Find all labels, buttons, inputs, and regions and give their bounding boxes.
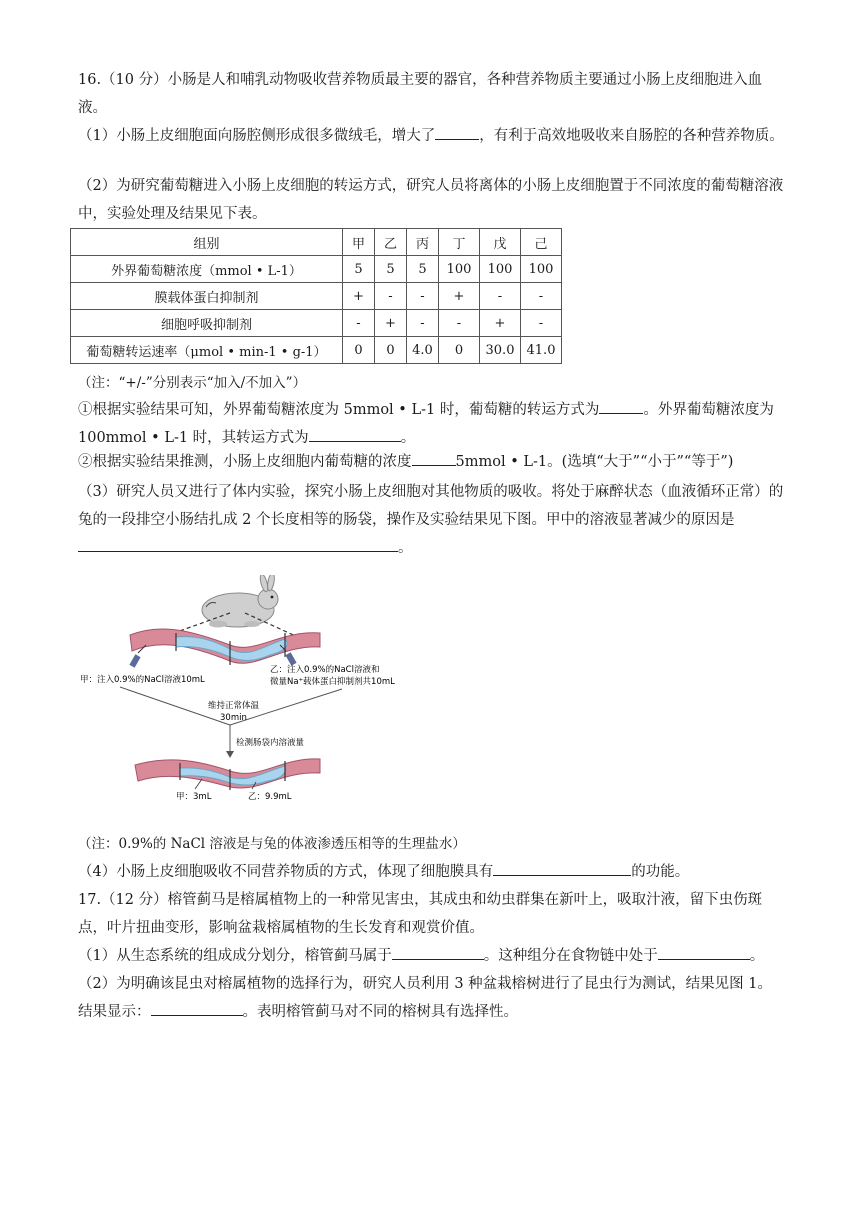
- table-cell: +: [480, 310, 521, 337]
- table-note-text: （注：“+/-”分别表示“加入/不加入”）: [78, 375, 307, 391]
- table-cell: 30.0: [480, 337, 521, 364]
- table-row: [71, 337, 562, 364]
- q16-part4: [78, 858, 786, 886]
- q16-part3-text: （3）研究人员又进行了体内实验，探究小肠上皮细胞对其他物质的吸收。将处于麻醉状态（血液循环正常）的兔的一段排空小肠结扎成 2 个长度相等的肠袋，操作及实验结果见下图。甲中的溶液显著减少的原因是: [78, 484, 784, 528]
- figure-note-text: （注：0.9%的 NaCl 溶液是与兔的体液渗透压相等的生理盐水）: [78, 836, 466, 852]
- experiment-figure: [80, 575, 440, 805]
- q17-part1-text-b: 。这种组分在食物链中处于: [483, 948, 658, 964]
- q17-part2-text-a: （2）为明确该昆虫对榕属植物的选择行为，研究人员利用 3 种盆栽榕树进行了昆虫行为测试，结果见图 1。结果显示：: [78, 976, 772, 1020]
- table-cell: 5: [343, 256, 375, 283]
- table-cell: -: [480, 283, 521, 310]
- table-row-label: 葡萄糖转运速率（μmol • min-1 • g-1）: [71, 337, 343, 364]
- q16-sub1: [78, 396, 786, 452]
- table-cell: -: [375, 283, 407, 310]
- answer-blank[interactable]: [412, 449, 456, 466]
- table-cell: 4.0: [407, 337, 439, 364]
- q16-sub2: [78, 448, 786, 476]
- q16-part2: [78, 172, 786, 228]
- table-cell: +: [439, 283, 480, 310]
- q16-intro: [78, 66, 786, 122]
- table-cell: 丁: [439, 229, 480, 256]
- figure-label-a: 甲：注入0.9%的NaCl溶液10mL: [80, 675, 205, 685]
- table-cell: 5: [407, 256, 439, 283]
- q16-sub2-text-b: 5mmol • L-1。(选填“大于”“小于”“等于”): [455, 454, 734, 470]
- figure-step2: 检测肠袋内溶液量: [236, 738, 305, 748]
- table-cell: -: [439, 310, 480, 337]
- q16-sub1-text-c: 。: [400, 430, 416, 446]
- figure-label-b-2: 微量Na⁺载体蛋白抑制剂共10mL: [270, 677, 395, 687]
- figure-step1-2: 30min: [220, 713, 247, 723]
- q17-part2: [78, 970, 786, 1026]
- answer-blank[interactable]: [599, 397, 643, 414]
- table-header-row: [71, 229, 562, 256]
- answer-blank[interactable]: [78, 535, 398, 552]
- table-cell: -: [521, 283, 562, 310]
- q16-sub1-text-b: 。外界葡萄糖浓度为 100mmol • L-1 时，其转运方式为: [78, 402, 774, 446]
- figure-note: [78, 830, 786, 858]
- q16-part1: [78, 122, 786, 150]
- table-row-label: 细胞呼吸抑制剂: [71, 310, 343, 337]
- q16-part4-text-a: （4）小肠上皮细胞吸收不同营养物质的方式，体现了细胞膜具有: [78, 864, 494, 880]
- q17-part2-text-b: 。表明榕管蓟马对不同的榕树具有选择性。: [242, 1004, 518, 1020]
- table-row-label: 膜载体蛋白抑制剂: [71, 283, 343, 310]
- figure-step1-1: 维持正常体温: [208, 701, 260, 711]
- table-row: [71, 310, 562, 337]
- table-cell: -: [407, 310, 439, 337]
- table-cell: 41.0: [521, 337, 562, 364]
- table-cell: 己: [521, 229, 562, 256]
- q17-part1: [78, 942, 786, 970]
- table-cell: -: [521, 310, 562, 337]
- table-cell: 甲: [343, 229, 375, 256]
- table-cell: 丙: [407, 229, 439, 256]
- table-cell: 100: [521, 256, 562, 283]
- table-cell: +: [343, 283, 375, 310]
- table-cell: -: [343, 310, 375, 337]
- table-cell: 戊: [480, 229, 521, 256]
- intestine-segment-bottom: [135, 759, 320, 790]
- q16-sub1-text-a: ①根据实验结果可知，外界葡萄糖浓度为 5mmol • L-1 时，葡萄糖的转运方式为: [78, 402, 600, 418]
- table-row: [71, 256, 562, 283]
- q17-part1-text-a: （1）从生态系统的组成成分划分，榕管蓟马属于: [78, 948, 392, 964]
- table-header-label: 组别: [71, 229, 343, 256]
- q16-sub2-text-a: ②根据实验结果推测，小肠上皮细胞内葡萄糖的浓度: [78, 454, 412, 470]
- answer-blank[interactable]: [493, 859, 631, 876]
- table-cell: 100: [480, 256, 521, 283]
- table-cell: 0: [343, 337, 375, 364]
- answer-blank[interactable]: [435, 123, 479, 140]
- q16-part3-end: 。: [398, 540, 413, 556]
- experiment-table: [70, 228, 562, 364]
- q16-part3: [78, 478, 786, 562]
- q16-part1-text-b: ，有利于高效地吸收来自肠腔的各种营养物质。: [479, 128, 784, 144]
- table-cell: +: [375, 310, 407, 337]
- table-row: [71, 283, 562, 310]
- q17-intro: [78, 886, 786, 942]
- table-cell: 100: [439, 256, 480, 283]
- q17-intro-text: 17.（12 分）榕管蓟马是榕属植物上的一种常见害虫，其成虫和幼虫群集在新叶上，吸取汁液，留下虫伤斑点，叶片扭曲变形，影响盆栽榕属植物的生长发育和观赏价值。: [78, 892, 763, 936]
- q16-intro-text: 16.（10 分）小肠是人和哺乳动物吸收营养物质最主要的器官，各种营养物质主要通过小肠上皮细胞进入血液。: [78, 72, 763, 116]
- q16-part1-text-a: （1）小肠上皮细胞面向肠腔侧形成很多微绒毛，增大了: [78, 128, 436, 144]
- table-cell: 0: [375, 337, 407, 364]
- table-cell: 乙: [375, 229, 407, 256]
- figure-result-a: 甲：3mL: [176, 792, 212, 802]
- table-row-label: 外界葡萄糖浓度（mmol • L-1）: [71, 256, 343, 283]
- q16-part4-text-b: 的功能。: [631, 864, 690, 880]
- answer-blank[interactable]: [309, 425, 401, 442]
- q17-part1-text-c: 。: [749, 948, 765, 964]
- figure-label-b-1: 乙：注入0.9%的NaCl溶液和: [270, 665, 380, 675]
- answer-blank[interactable]: [392, 943, 484, 960]
- answer-blank[interactable]: [151, 999, 243, 1016]
- figure-result-b: 乙：9.9mL: [248, 792, 292, 802]
- rabbit-illustration: [202, 575, 278, 628]
- table-cell: 0: [439, 337, 480, 364]
- table-note: [78, 369, 786, 397]
- q16-part2-text: （2）为研究葡萄糖进入小肠上皮细胞的转运方式，研究人员将离体的小肠上皮细胞置于不同浓度的葡萄糖溶液中，实验处理及结果见下表。: [78, 178, 784, 222]
- table-cell: -: [407, 283, 439, 310]
- table-cell: 5: [375, 256, 407, 283]
- answer-blank[interactable]: [658, 943, 750, 960]
